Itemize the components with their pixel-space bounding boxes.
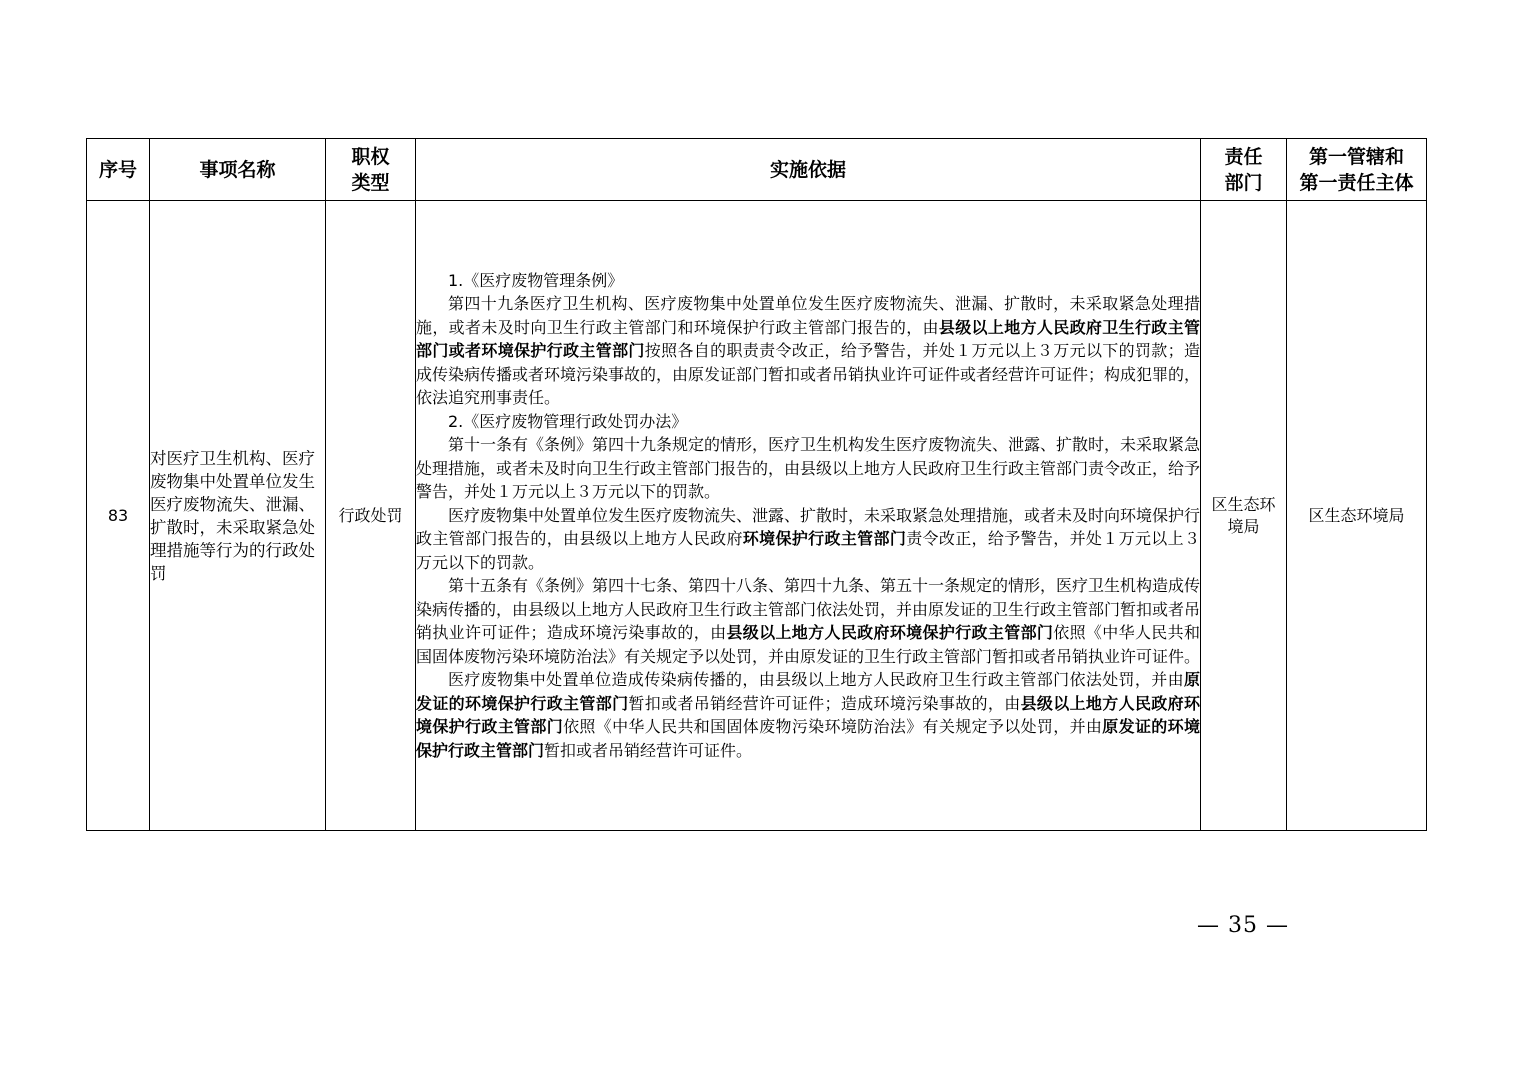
row-dept-line2: 境局 [1227, 516, 1260, 536]
basis-para-6: 第十五条有《条例》第四十七条、第四十八条、第四十九条、第五十一条规定的情形，医疗卫生机构造成传染病传播的，由县级以上地方人民政府卫生行政主管部门依法处罚，并由原发证的卫生行政主管部门暂扣或者吊销执业许可证件；造成环境污染事故的，由县级以上地方人民政府环境保护行政主管部门依照《中华人民共和国固体废物污染环境防治法》有关规定予以处罚，并由原发证的卫生行政主管部门暂扣或者吊销执业许可证件。 [416, 576, 1201, 666]
basis-para-1: 1.《医疗废物管理条例》 [448, 270, 624, 290]
header-power-type-line1: 职权 [351, 145, 390, 168]
table-row [87, 201, 1427, 831]
row-seq: 83 [87, 201, 150, 831]
header-subject [1287, 139, 1427, 201]
header-subject-line1: 第一管辖和 [1308, 145, 1404, 168]
basis-para-4: 第十一条有《条例》第四十九条规定的情形，医疗卫生机构发生医疗废物流失、泄露、扩散时，未采取紧急处理措施，或者未及时向卫生行政主管部门报告的，由县级以上地方人民政府卫生行政主管部门责令改正，给予警告，并处１万元以上３万元以下的罚款。 [416, 435, 1201, 502]
enforcement-table [86, 138, 1427, 831]
header-item-name: 事项名称 [150, 139, 326, 201]
page-number: — 35 — [1197, 913, 1289, 938]
row-item-name: 对医疗卫生机构、医疗废物集中处置单位发生医疗废物流失、泄漏、扩散时，未采取紧急处理措施等行为的行政处罚 [150, 201, 326, 831]
row-subject: 区生态环境局 [1287, 201, 1427, 831]
basis-para-7: 医疗废物集中处置单位造成传染病传播的，由县级以上地方人民政府卫生行政主管部门依法处罚，并由原发证的环境保护行政主管部门暂扣或者吊销经营许可证件；造成环境污染事故的，由县级以上地方人民政府环境保护行政主管部门依照《中华人民共和国固体废物污染环境防治法》有关规定予以处罚，并由原发证的环境保护行政主管部门暂扣或者吊销经营许可证件。 [416, 670, 1200, 760]
basis-para-2: 第四十九条医疗卫生机构、医疗废物集中处置单位发生医疗废物流失、泄漏、扩散时，未采取紧急处理措施，或者未及时向卫生行政主管部门和环境保护行政主管部门报告的，由县级以上地方人民政府卫生行政主管部门或者环境保护行政主管部门按照各自的职责责令改正，给予警告，并处１万元以上３万元以下的罚款；造成传染病传播或者环境污染事故的，由原发证部门暂扣或者吊销执业许可证件或者经营许可证件；构成犯罪的，依法追究刑事责任。 [416, 294, 1201, 408]
header-basis: 实施依据 [416, 139, 1201, 201]
header-subject-line2: 第一责任主体 [1299, 171, 1414, 194]
header-power-type [326, 139, 416, 201]
basis-para-3: 2.《医疗废物管理行政处罚办法》 [448, 411, 688, 431]
header-row [87, 139, 1427, 201]
header-dept-line1: 责任 [1224, 145, 1263, 168]
basis-para-5: 医疗废物集中处置单位发生医疗废物流失、泄露、扩散时，未采取紧急处理措施，或者未及时向环境保护行政主管部门报告的，由县级以上地方人民政府环境保护行政主管部门责令改正，给予警告，并处１万元以上３万元以下的罚款。 [416, 505, 1201, 572]
header-seq: 序号 [87, 139, 150, 201]
row-dept [1201, 201, 1287, 831]
row-power-type: 行政处罚 [326, 201, 416, 831]
row-basis [416, 201, 1201, 831]
row-dept-line1: 区生态环 [1211, 494, 1276, 514]
header-dept [1201, 139, 1287, 201]
header-power-type-line2: 类型 [351, 171, 390, 194]
header-dept-line2: 部门 [1224, 171, 1263, 194]
